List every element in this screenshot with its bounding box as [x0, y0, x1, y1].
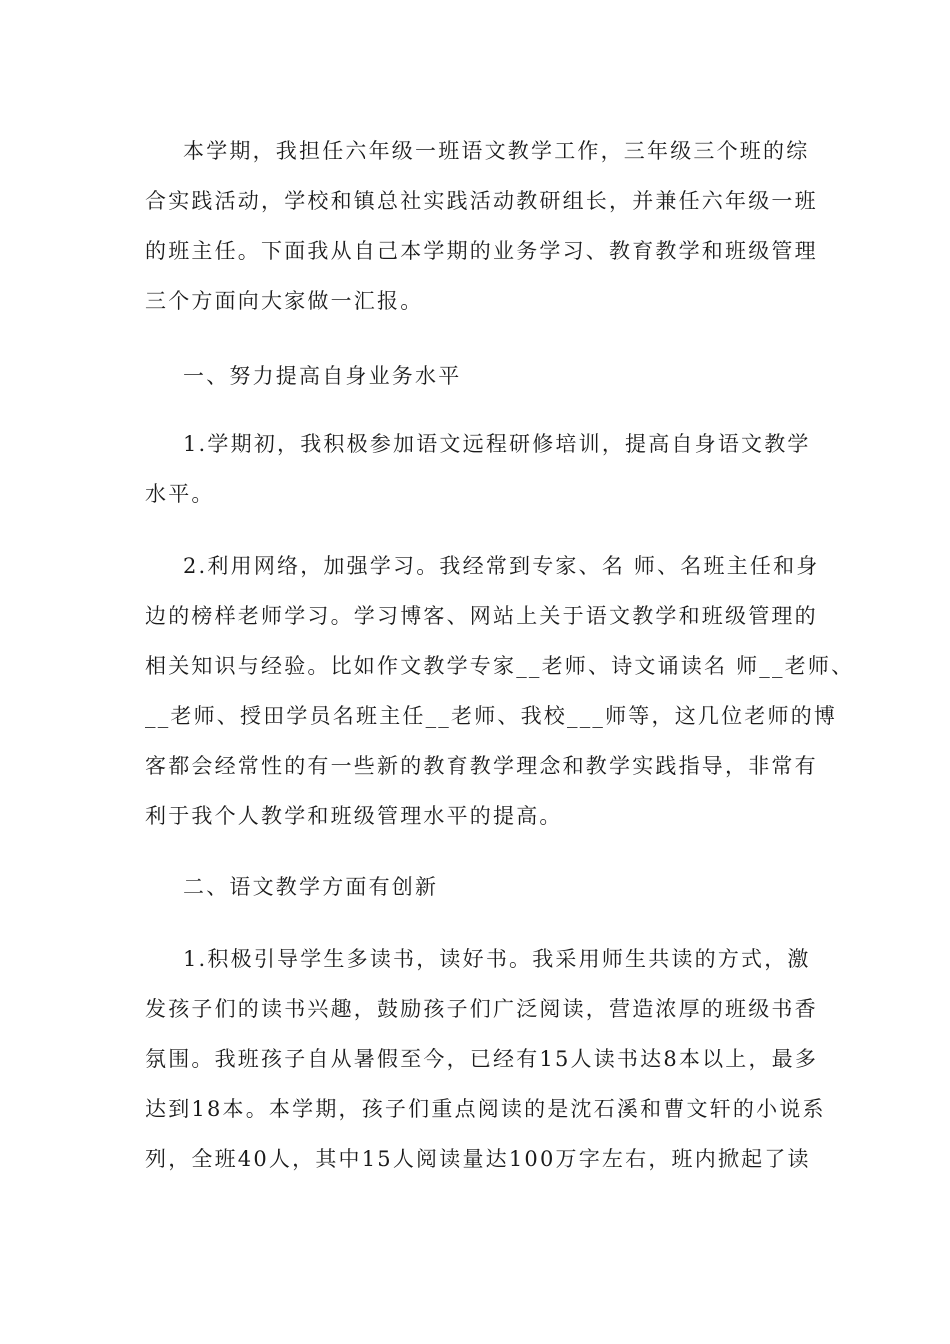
- text-line: 边的榜样老师学习。学习博客、网站上关于语文教学和班级管理的: [145, 604, 818, 628]
- section-heading: 一、努力提高自身业务水平: [183, 364, 462, 388]
- text-line: 的班主任。下面我从自己本学期的业务学习、教育教学和班级管理: [145, 239, 818, 263]
- text-line: 氛围。我班孩子自从暑假至今，已经有15人读书达8本以上，最多: [145, 1047, 819, 1071]
- text-line: 发孩子们的读书兴趣，鼓励孩子们广泛阅读，营造浓厚的班级书香: [145, 997, 818, 1021]
- text-line: 1.学期初，我积极参加语文远程研修培训，提高自身语文教学: [183, 432, 811, 456]
- section-heading: 二、语文教学方面有创新: [183, 875, 439, 899]
- text-line: 1.积极引导学生多读书，读好书。我采用师生共读的方式，激: [183, 947, 811, 971]
- text-line: 本学期，我担任六年级一班语文教学工作，三年级三个班的综: [183, 139, 810, 163]
- text-line: 水平。: [145, 482, 215, 506]
- text-line: 三个方面向大家做一汇报。: [145, 289, 424, 313]
- text-line: 达到18本。本学期，孩子们重点阅读的是沈石溪和曹文轩的小说系: [145, 1097, 826, 1121]
- text-line: 2.利用网络，加强学习。我经常到专家、名 师、名班主任和身: [183, 554, 820, 578]
- text-line: 利于我个人教学和班级管理水平的提高。: [145, 804, 563, 828]
- text-line: 合实践活动，学校和镇总社实践活动教研组长，并兼任六年级一班: [145, 189, 818, 213]
- text-line: __老师、授田学员名班主任__老师、我校___师等，这几位老师的博: [145, 704, 838, 728]
- text-line: 相关知识与经验。比如作文教学专家__老师、诗文诵读名 师__老师、: [145, 654, 855, 678]
- text-line: 列，全班40人，其中15人阅读量达100万字左右，班内掀起了读: [145, 1147, 811, 1171]
- text-line: 客都会经常性的有一些新的教育教学理念和教学实践指导，非常有: [145, 754, 818, 778]
